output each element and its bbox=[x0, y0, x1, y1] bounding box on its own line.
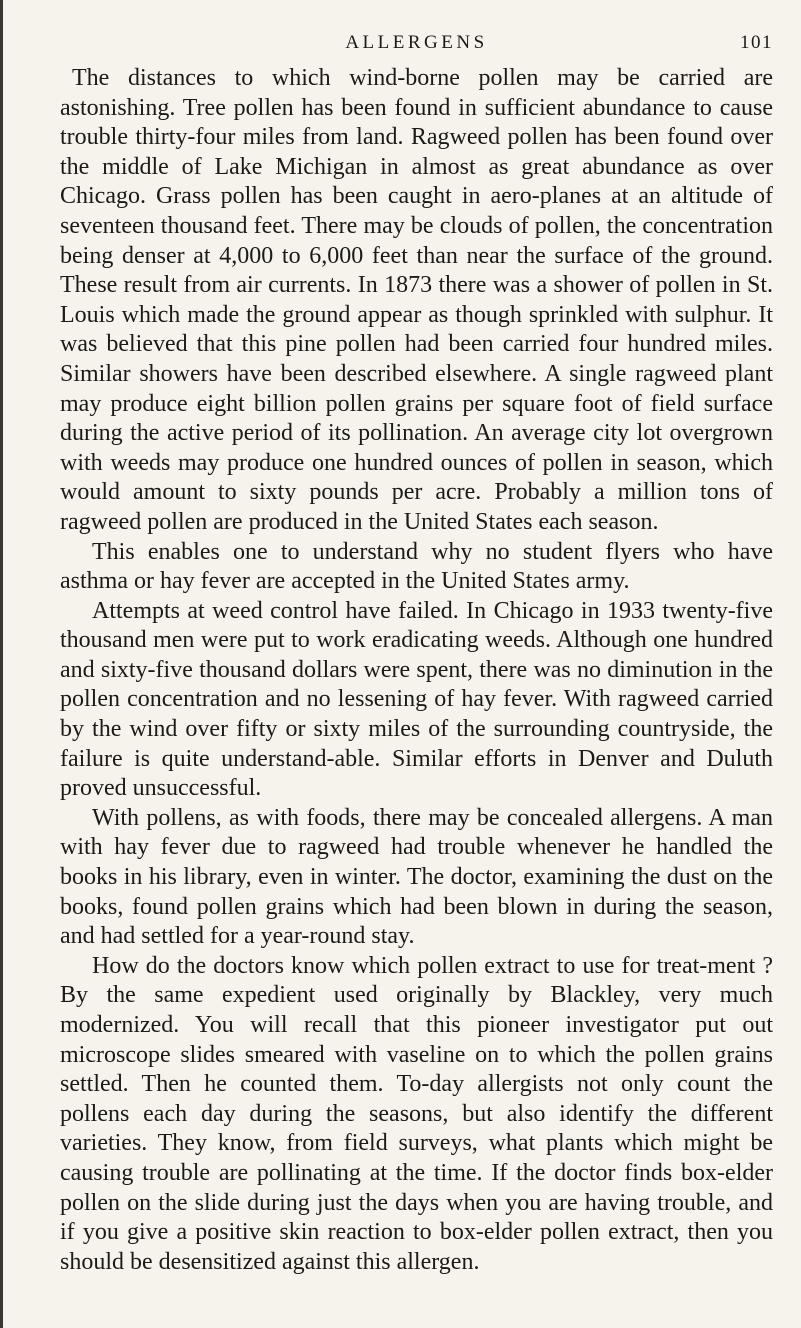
page-number: 101 bbox=[740, 32, 773, 53]
body-text bbox=[60, 64, 773, 1277]
running-head: ALLERGENS bbox=[345, 32, 488, 53]
paragraph-pollen-extract: How do the doctors know which pollen extract to use for treat-ment ? By the same expedient used originally by Blackley, very much modernized. You will recall that this pioneer investigator put out microscope slides smeared with vaseline on to which the pollen grains settled. Then he counted them. To-day allergists not only count the pollens each day during the seasons, but also identify the different varieties. They know, from field surveys, what plants which might be causing trouble are pollinating at the time. If the doctor finds box-elder pollen on the slide during just the days when you are having trouble, and if you give a positive skin reaction to box-elder pollen extract, then you should be desensitized against this allergen. bbox=[60, 952, 773, 1275]
page-edge-shadow bbox=[0, 0, 3, 1328]
paragraph-pollen-distances: The distances to which wind-borne pollen may be carried are astonishing. Tree pollen has been found in sufficient abundance to cause trouble thirty-four miles from land. Ragweed pollen has been found over the middle of Lake Michigan in almost as great abundance as over Chicago. Grass pollen has been caught in aero-planes at an altitude of seventeen thousand feet. There may be clouds of pollen, the concentration being denser at 4,000 to 6,000 feet than near the surface of the ground. These result from air currents. In 1873 there was a shower of pollen in St. Louis which made the ground appear as though sprinkled with sulphur. It was believed that this pine pollen had been carried four hundred miles. Similar showers have been described elsewhere. A single ragweed plant may produce eight billion pollen grains per square foot of field surface during the active period of its pollination. An average city lot overgrown with weeds may produce one hundred ounces of pollen in season, which would amount to sixty pounds per acre. Probably a million tons of ragweed pollen are produced in the United States each season. bbox=[60, 65, 773, 535]
paragraph-concealed-allergens: With pollens, as with foods, there may be concealed allergens. A man with hay fever due to ragweed had trouble whenever he handled the books in his library, even in winter. The doctor, examining the dust on the books, found pollen grains which had been blown in during the season, and had settled for a year-round stay. bbox=[60, 804, 773, 950]
paragraph-student-flyers: This enables one to understand why no student flyers who have asthma or hay fever are accepted in the United States army. bbox=[60, 538, 773, 595]
paragraph-weed-control: Attempts at weed control have failed. In Chicago in 1933 twenty-five thousand men were put to work eradicating weeds. Although one hundred and sixty-five thousand dollars were spent, there was no diminution in the pollen concentration and no lessening of hay fever. With ragweed carried by the wind over fifty or sixty miles of the surrounding countryside, the failure is quite understand-able. Similar efforts in Denver and Duluth proved unsuccessful. bbox=[60, 597, 773, 802]
page-header bbox=[60, 28, 773, 58]
